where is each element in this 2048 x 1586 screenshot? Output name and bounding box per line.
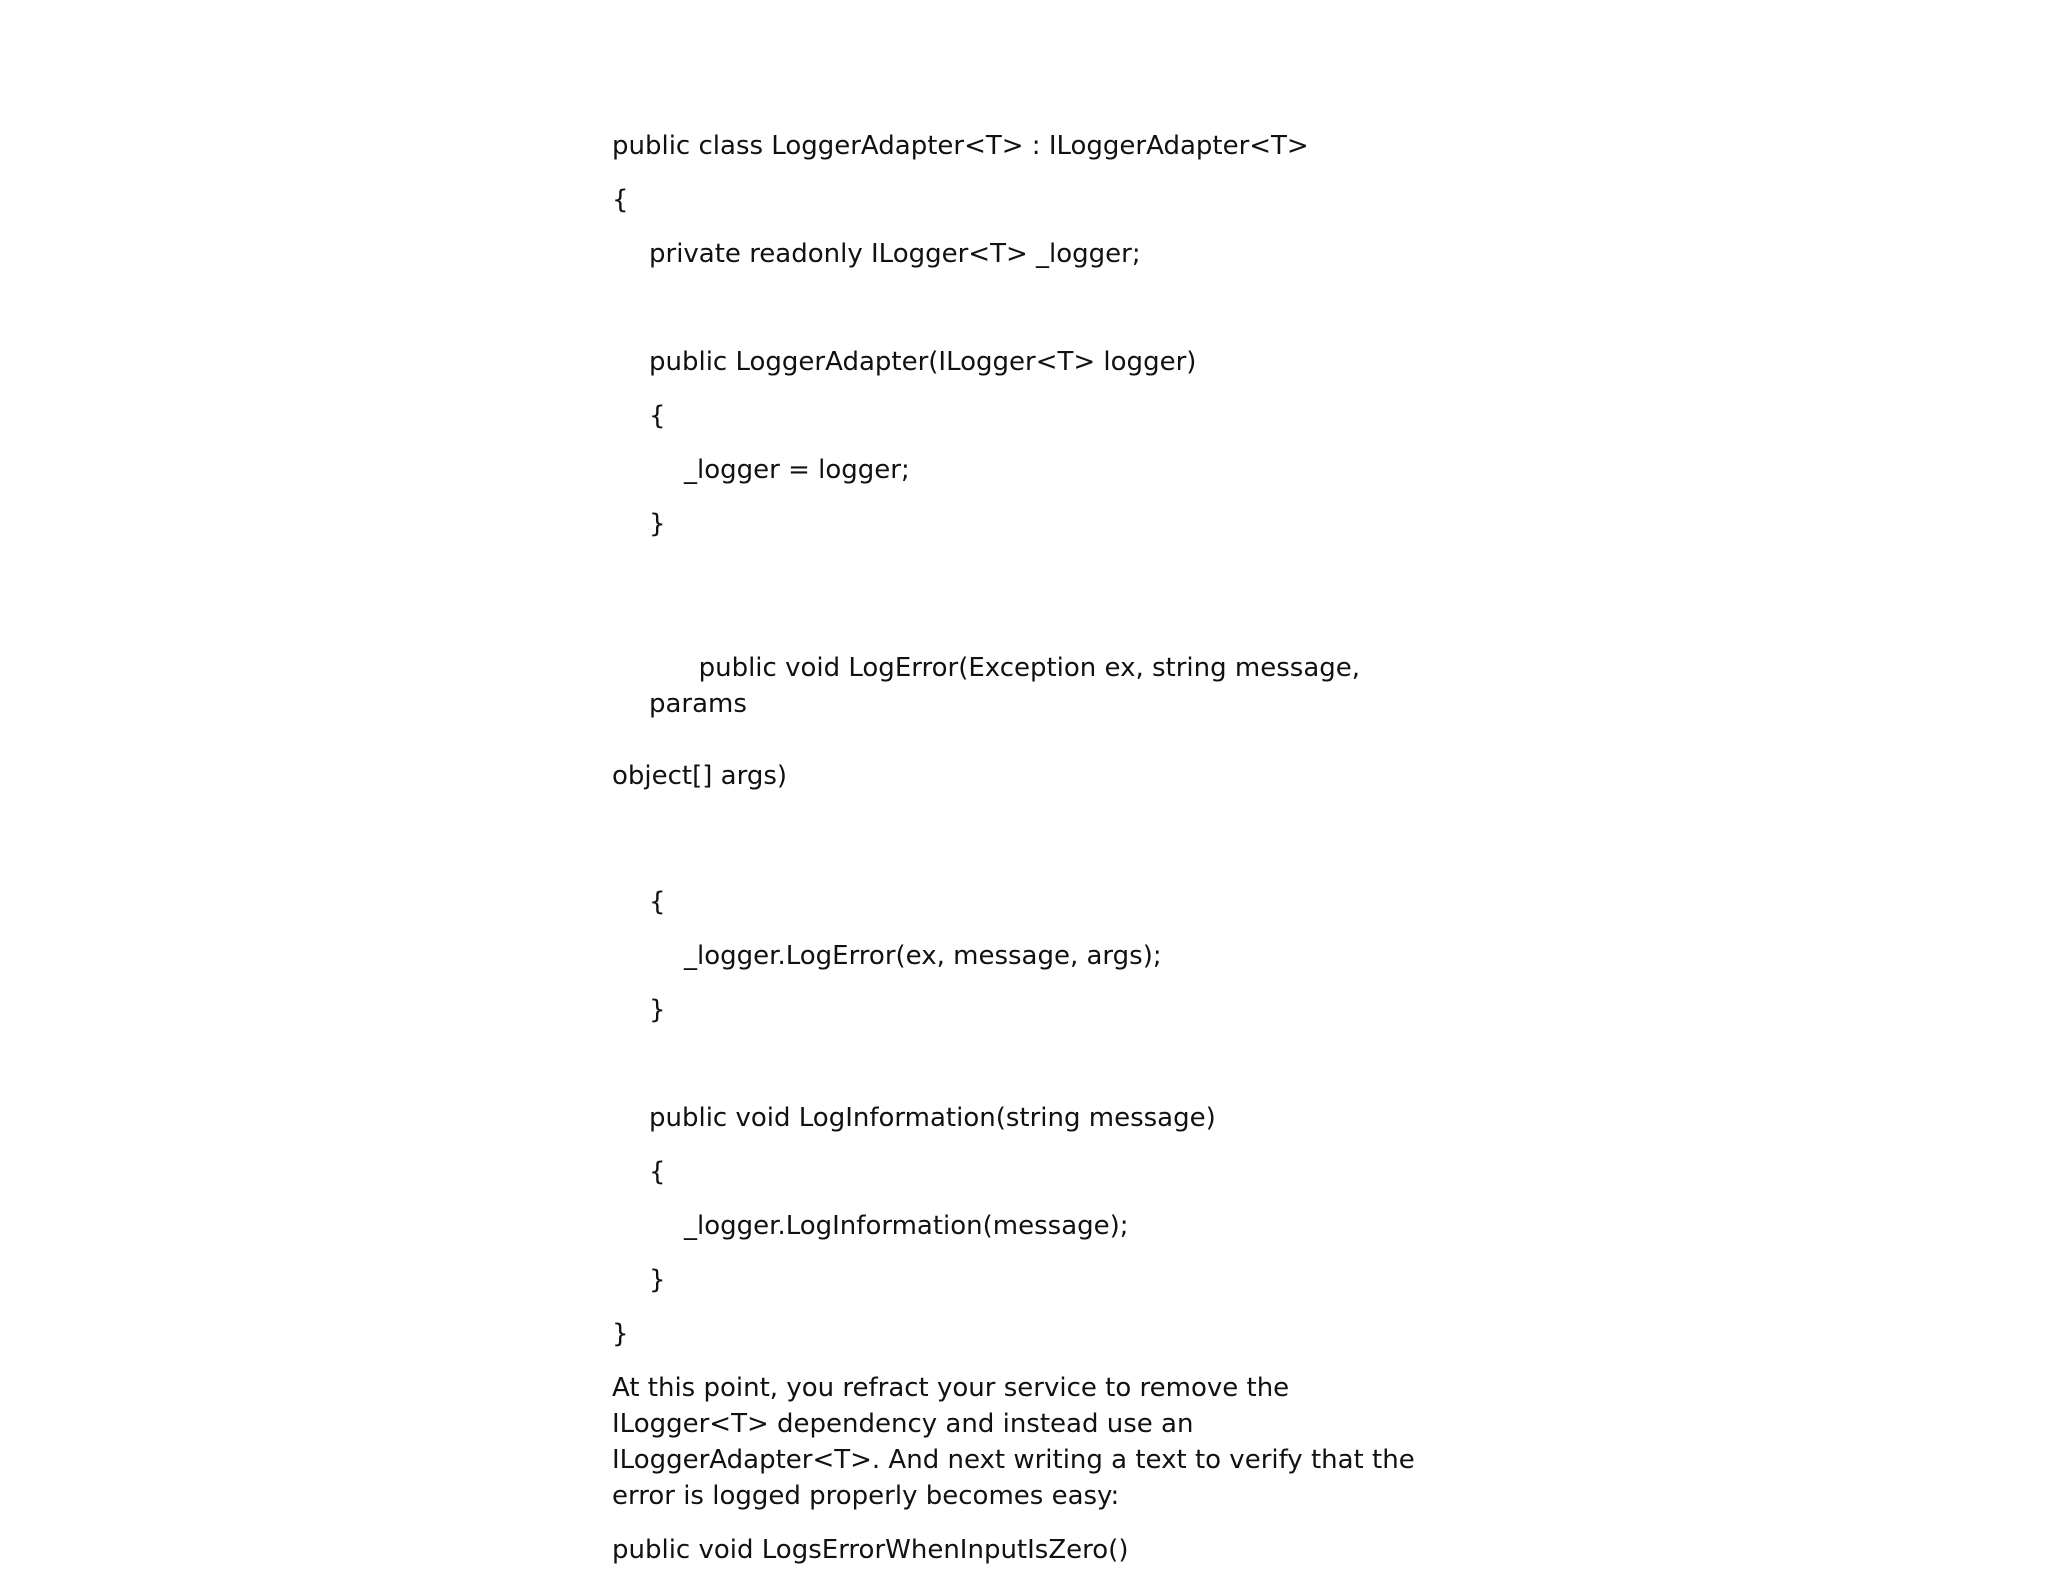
blank-line — [612, 290, 1432, 326]
log-error-signature-line-1: public void LogError(Exception ex, string message, params — [649, 653, 1369, 719]
log-error-signature-line-2: object[] args) — [612, 761, 788, 791]
final-code-line: public void LogsErrorWhenInputIsZero() — [612, 1535, 1129, 1565]
code-line: _logger.LogError(ex, message, args); — [684, 941, 1162, 971]
blank-line — [612, 560, 1432, 596]
code-line: _logger.LogInformation(message); — [684, 1211, 1129, 1241]
code-line: { — [612, 185, 629, 215]
log-error-signature — [612, 614, 1432, 866]
code-line: } — [612, 1319, 629, 1349]
code-line: } — [649, 509, 666, 539]
body-paragraph: At this point, you refract your service to remove the ILogger<T> dependency and instead use an ILoggerAdapter<T>. And next writing a text to verify that the error is logged properly becomes easy: — [612, 1373, 1415, 1511]
code-line: { — [649, 1157, 666, 1187]
code-line: } — [649, 1265, 666, 1295]
code-block-logger-adapter — [612, 128, 1432, 596]
blank-line — [612, 1046, 1432, 1082]
document-content — [612, 128, 1432, 1586]
code-line: public class LoggerAdapter<T> : ILoggerAdapter<T> — [612, 131, 1309, 161]
code-line: public void LogInformation(string message) — [649, 1103, 1216, 1133]
code-line: public LoggerAdapter(ILogger<T> logger) — [649, 347, 1197, 377]
code-line: { — [649, 401, 666, 431]
code-line: _logger = logger; — [684, 455, 910, 485]
code-line: } — [649, 995, 666, 1025]
code-line: private readonly ILogger<T> _logger; — [649, 239, 1141, 269]
code-block-logger-methods — [612, 884, 1432, 1352]
code-line: { — [649, 887, 666, 917]
